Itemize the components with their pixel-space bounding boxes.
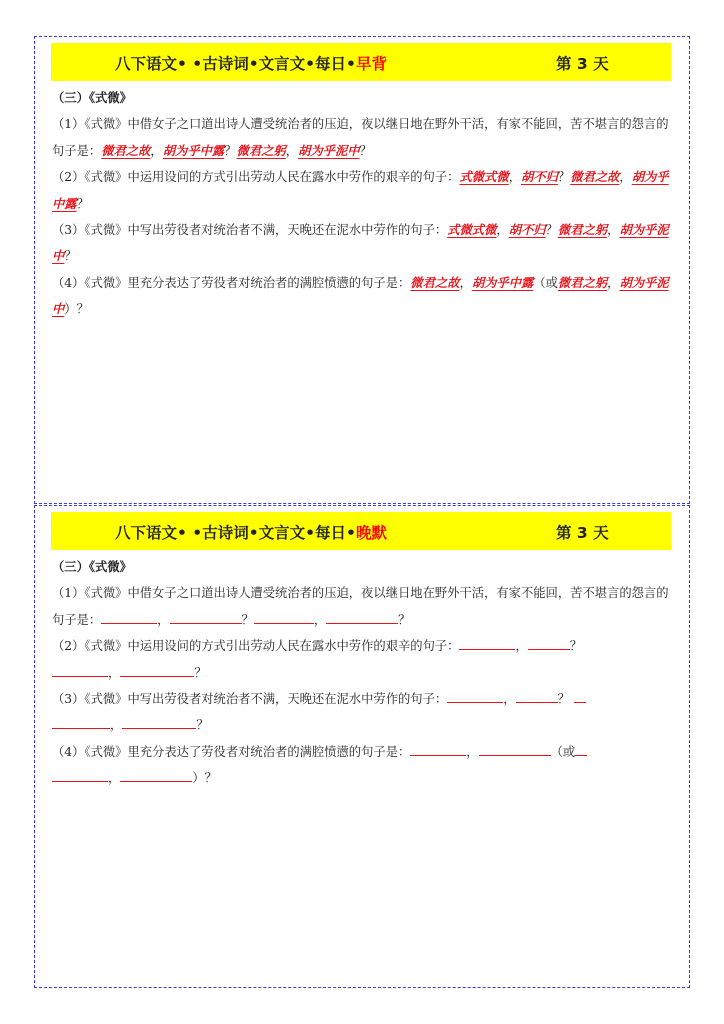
- question-text: （2）《式微》中运用设问的方式引出劳动人民在露水中劳作的艰辛的句子：: [52, 639, 460, 654]
- evening-banner: [51, 512, 671, 550]
- morning-content: [52, 85, 672, 323]
- answer: 胡为乎中露: [52, 169, 669, 211]
- question-text: （4）《式微》里充分表达了劳役者对统治者的满腔愤懑的句子是：: [52, 275, 411, 290]
- evening-content: [52, 554, 672, 792]
- answer-blank[interactable]: [254, 607, 314, 624]
- answer: 微君之故: [570, 169, 620, 185]
- question-text: （2）《式微》中运用设问的方式引出劳动人民在露水中劳作的艰辛的句子：: [52, 170, 460, 185]
- answer: 微君之躬: [236, 142, 286, 158]
- question-3: （3）《式微》中写出劳役者对统治者不满，天晚还在泥水中劳作的句子： ， ？ ， ？: [52, 686, 672, 739]
- answer: 胡为乎中露: [162, 142, 225, 158]
- answer-blank[interactable]: [410, 739, 466, 756]
- answer-blank[interactable]: [120, 765, 192, 782]
- question-text: （1）《式微》中借女子之口道出诗人遭受统治者的压迫，夜以继日地在野外干活，有家不能回，苦不堪言的怨言的句子是：: [52, 586, 669, 627]
- answer-blank[interactable]: [120, 660, 194, 677]
- banner-accent: 早背: [355, 55, 387, 73]
- section-heading: （三）《式微》: [52, 90, 132, 105]
- answer: 胡为乎中露: [471, 274, 534, 290]
- banner-day: 第 3 天: [556, 524, 609, 542]
- answer: 式微式微: [447, 222, 497, 238]
- section-heading: （三）《式微》: [52, 559, 132, 574]
- evening-card: [34, 505, 690, 988]
- answer-blank[interactable]: [52, 712, 110, 729]
- morning-card: [34, 36, 690, 504]
- question-1: （1）《式微》中借女子之口道出诗人遭受统治者的压迫，夜以继日地在野外干活，有家不能回，苦不堪言的怨言的句子是：微君之故，胡为乎中露？微君之躬，胡为乎泥中？: [52, 117, 669, 158]
- answer: 胡为乎泥中: [52, 274, 669, 317]
- answer-blank[interactable]: [447, 686, 503, 703]
- question-text: （3）《式微》中写出劳役者对统治者不满，天晚还在泥水中劳作的句子：: [52, 223, 448, 238]
- question-4: （4）《式微》里充分表达了劳役者对统治者的满腔愤懑的句子是：微君之故，胡为乎中露（或微君之躬，胡为乎泥中）？: [52, 274, 669, 317]
- answer-blank[interactable]: [122, 712, 196, 729]
- answer-blank[interactable]: [52, 660, 108, 677]
- question-text: （4）《式微》里充分表达了劳役者对统治者的满腔愤懑的句子是：: [52, 744, 411, 759]
- morning-banner: [51, 43, 671, 81]
- banner-title: [115, 521, 387, 543]
- banner-accent: 晚默: [355, 524, 387, 542]
- answer-blank[interactable]: [575, 739, 587, 756]
- answer: 胡为乎泥中: [52, 222, 669, 264]
- answer: 胡不归: [521, 169, 558, 185]
- answer: 微君之躬: [557, 222, 608, 238]
- banner-day: 第 3 天: [556, 55, 609, 73]
- question-1: （1）《式微》中借女子之口道出诗人遭受统治者的压迫，夜以继日地在野外干活，有家不能回，苦不堪言的怨言的句子是： ， ？ ， ？: [52, 586, 669, 627]
- question-2: （2）《式微》中运用设问的方式引出劳动人民在露水中劳作的艰辛的句子： ， ？ ， ？: [52, 633, 672, 686]
- question-text: （1）《式微》中借女子之口道出诗人遭受统治者的压迫，夜以继日地在野外干活，有家不能回，苦不堪言的怨言的句子是：: [52, 117, 669, 158]
- answer-blank[interactable]: [574, 686, 586, 703]
- banner-title-text: 八下语文• •古诗词•文言文•每日•: [115, 524, 356, 542]
- answer-blank[interactable]: [101, 607, 157, 624]
- question-3: （3）《式微》中写出劳役者对统治者不满，天晚还在泥水中劳作的句子：式微式微，胡不归？微君之躬，胡为乎泥中？: [52, 222, 669, 264]
- question-2: （2）《式微》中运用设问的方式引出劳动人民在露水中劳作的艰辛的句子：式微式微，胡不归？微君之故，胡为乎中露？: [52, 169, 669, 211]
- answer: 胡为乎泥中: [298, 142, 360, 158]
- answer: 微君之故: [410, 274, 460, 290]
- answer-blank[interactable]: [516, 686, 558, 703]
- banner-title: [115, 52, 387, 74]
- banner-title-text: 八下语文• •古诗词•文言文•每日•: [115, 55, 356, 73]
- answer: 微君之故: [101, 142, 151, 158]
- question-4: （4）《式微》里充分表达了劳役者对统治者的满腔愤懑的句子是： ， （或 ， ）？: [52, 739, 672, 792]
- answer: 式微式微: [459, 169, 509, 185]
- answer-blank[interactable]: [459, 633, 515, 650]
- answer-blank[interactable]: [52, 765, 108, 782]
- answer-blank[interactable]: [528, 633, 570, 650]
- answer-blank[interactable]: [479, 739, 551, 756]
- question-text: （3）《式微》中写出劳役者对统治者不满，天晚还在泥水中劳作的句子：: [52, 692, 448, 707]
- answer-blank[interactable]: [326, 607, 398, 624]
- answer: 微君之躬: [557, 274, 608, 290]
- answer: 胡不归: [508, 222, 546, 238]
- answer-blank[interactable]: [170, 607, 242, 624]
